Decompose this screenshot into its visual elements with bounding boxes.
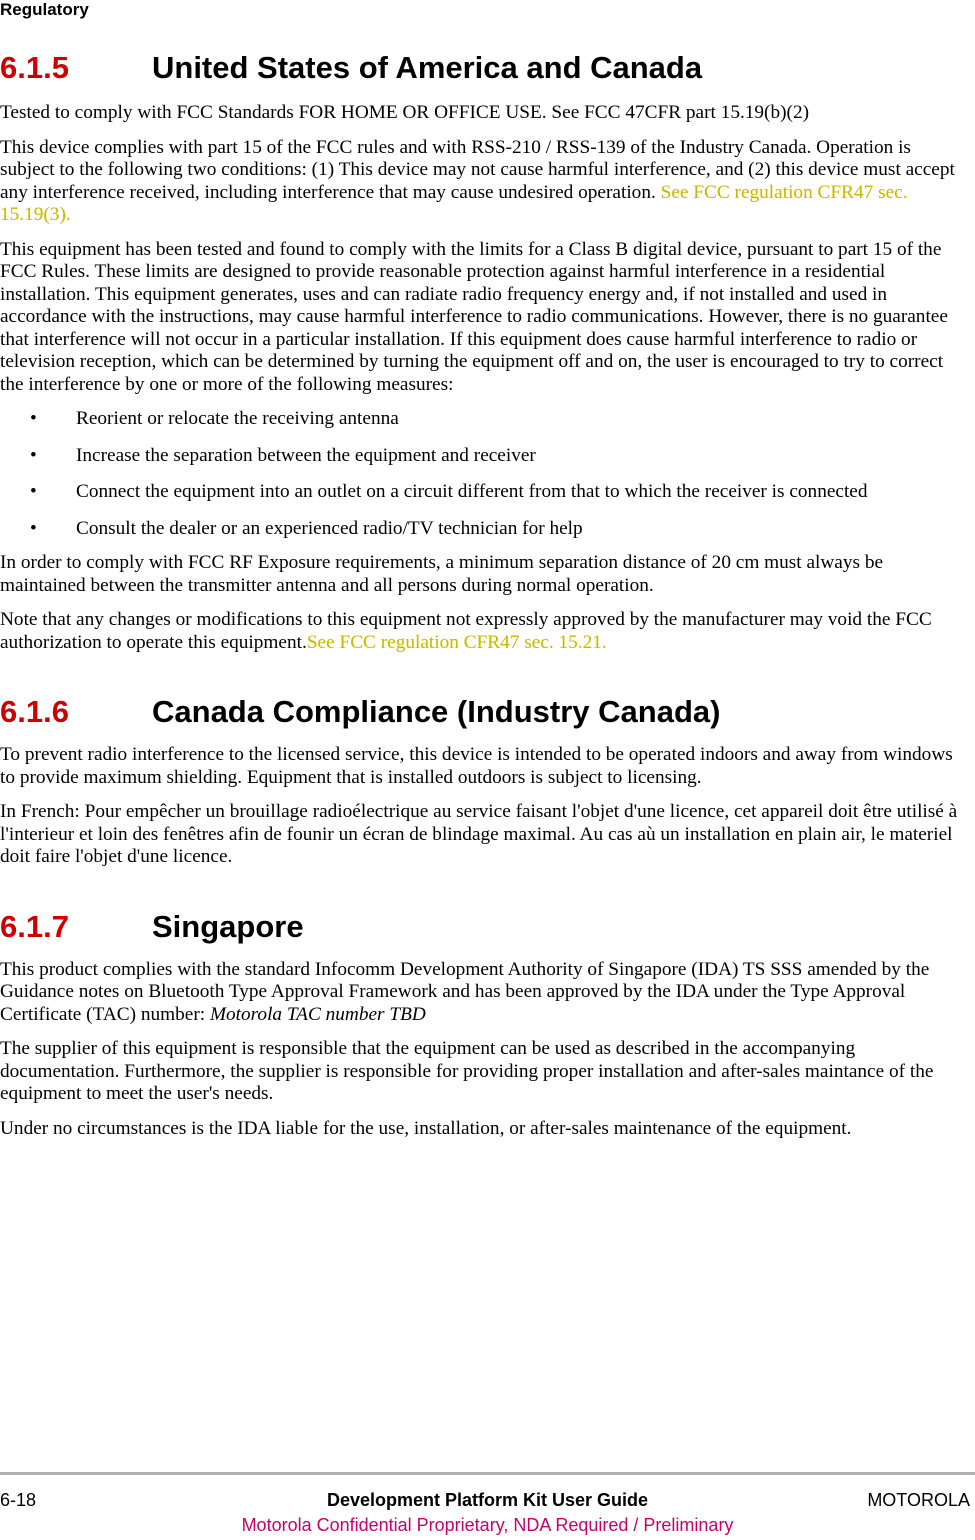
- page-content: [0, 50, 970, 1140]
- paragraph: In order to comply with FCC RF Exposure requirements, a minimum separation distance of 20 cm must always be maintained between the transmitter antenna and all persons during normal operation.: [0, 552, 884, 596]
- paragraph: [0, 137, 970, 227]
- section-heading: [0, 50, 970, 86]
- list-item: • Consult the dealer or an experienced radio/TV technician for help: [0, 518, 970, 541]
- paragraph-text: This device complies with part 15 of the FCC rules and with RSS-210 / RSS-139 of the Industry Canada. Operation is subject to the following two conditions: (1) This device may not cause harmful interference, and (2) this device must accept any interference received, including interference that may cause undesired operation.: [0, 136, 955, 203]
- section-title: Singapore: [152, 908, 304, 944]
- list-item: • Reorient or relocate the receiving antenna: [0, 408, 970, 431]
- paragraph: This equipment has been tested and found to comply with the limits for a Class B digital device, pursuant to part 15 of the FCC Rules. These limits are designed to provide reasonable protection against harmful interference in a residential installation. This equipment generates, uses and can radiate radio frequency energy and, if not installed and used in accordance with the instructions, may cause harmful interference to radio communications. However, there is no guarantee that interference will not occur in a particular installation. If this equipment does cause harmful interference to radio or television reception, which can be determined by turning the equipment off and on, the user is encouraged to try to correct the interference by one or more of the following measures:: [0, 238, 948, 395]
- tac-number: Motorola TAC number TBD: [209, 1003, 426, 1025]
- section-canada-compliance: [0, 694, 970, 869]
- section-usa-canada: [0, 50, 970, 654]
- section-heading: [0, 909, 970, 945]
- footer-page-number: 6-18: [0, 1490, 37, 1510]
- list-item: • Increase the separation between the equipment and receiver: [0, 445, 970, 468]
- measures-list: [0, 408, 970, 540]
- footer: [0, 1490, 970, 1512]
- paragraph: In French: Pour empêcher un brouillage radioélectrique au service faisant l'objet d'une licence, cet appareil doit être utilisé à l'interieur et loin des fenêtres afin de founir un écran de blindage maximal. Au cas aù un installation en plain air, le materiel doit faire l'objet d'une licence.: [0, 801, 958, 867]
- paragraph-text: Note that any changes or modifications to this equipment not expressly approved by the manufacturer may void the FCC authorization to operate this equipment.: [0, 609, 932, 653]
- footer-confidential-notice: Motorola Confidential Proprietary, NDA Required / Preliminary: [241, 1515, 734, 1535]
- list-item: • Connect the equipment into an outlet on a circuit different from that to which the receiver is connected: [0, 481, 970, 504]
- footer-divider: [0, 1472, 975, 1475]
- section-number: 6.1.5: [0, 50, 69, 85]
- paragraph: Under no circumstances is the IDA liable for the use, installation, or after-sales maintenance of the equipment.: [0, 1117, 852, 1139]
- paragraph-text: This product complies with the standard Infocomm Development Authority of Singapore (IDA) TS SSS amended by the Guidance notes on Bluetooth Type Approval Framework and has been approved by the IDA under the Type Approval Certificate (TAC) number:: [0, 958, 930, 1025]
- running-header: Regulatory: [0, 0, 89, 19]
- section-heading: [0, 694, 970, 730]
- paragraph: Tested to comply with FCC Standards FOR HOME OR OFFICE USE. See FCC 47CFR part 15.19(b)(2): [0, 102, 810, 123]
- fcc-reference-link[interactable]: See FCC regulation CFR47 sec. 15.21.: [306, 631, 607, 653]
- section-title: United States of America and Canada: [152, 50, 703, 85]
- paragraph: To prevent radio interference to the licensed service, this device is intended to be operated indoors and away from windows to provide maximum shielding. Equipment that is installed outdoors is subject to licensing.: [0, 744, 953, 788]
- paragraph: [0, 609, 970, 654]
- section-singapore: [0, 909, 970, 1141]
- section-number: 6.1.6: [0, 694, 69, 729]
- paragraph: The supplier of this equipment is responsible that the equipment can be used as described in the accompanying documentation. Furthermore, the supplier is responsible for providing proper installation and after-sales maintance of the equipment to meet the user's needs.: [0, 1038, 934, 1104]
- section-number: 6.1.7: [0, 908, 69, 944]
- footer-brand: MOTOROLA: [867, 1490, 970, 1510]
- section-title: Canada Compliance (Industry Canada): [152, 694, 721, 729]
- footer-doc-title: Development Platform Kit User Guide: [326, 1490, 649, 1510]
- fcc-reference-link[interactable]: See FCC regulation CFR47 sec. 15.19(3).: [0, 181, 908, 225]
- paragraph: [0, 959, 970, 1027]
